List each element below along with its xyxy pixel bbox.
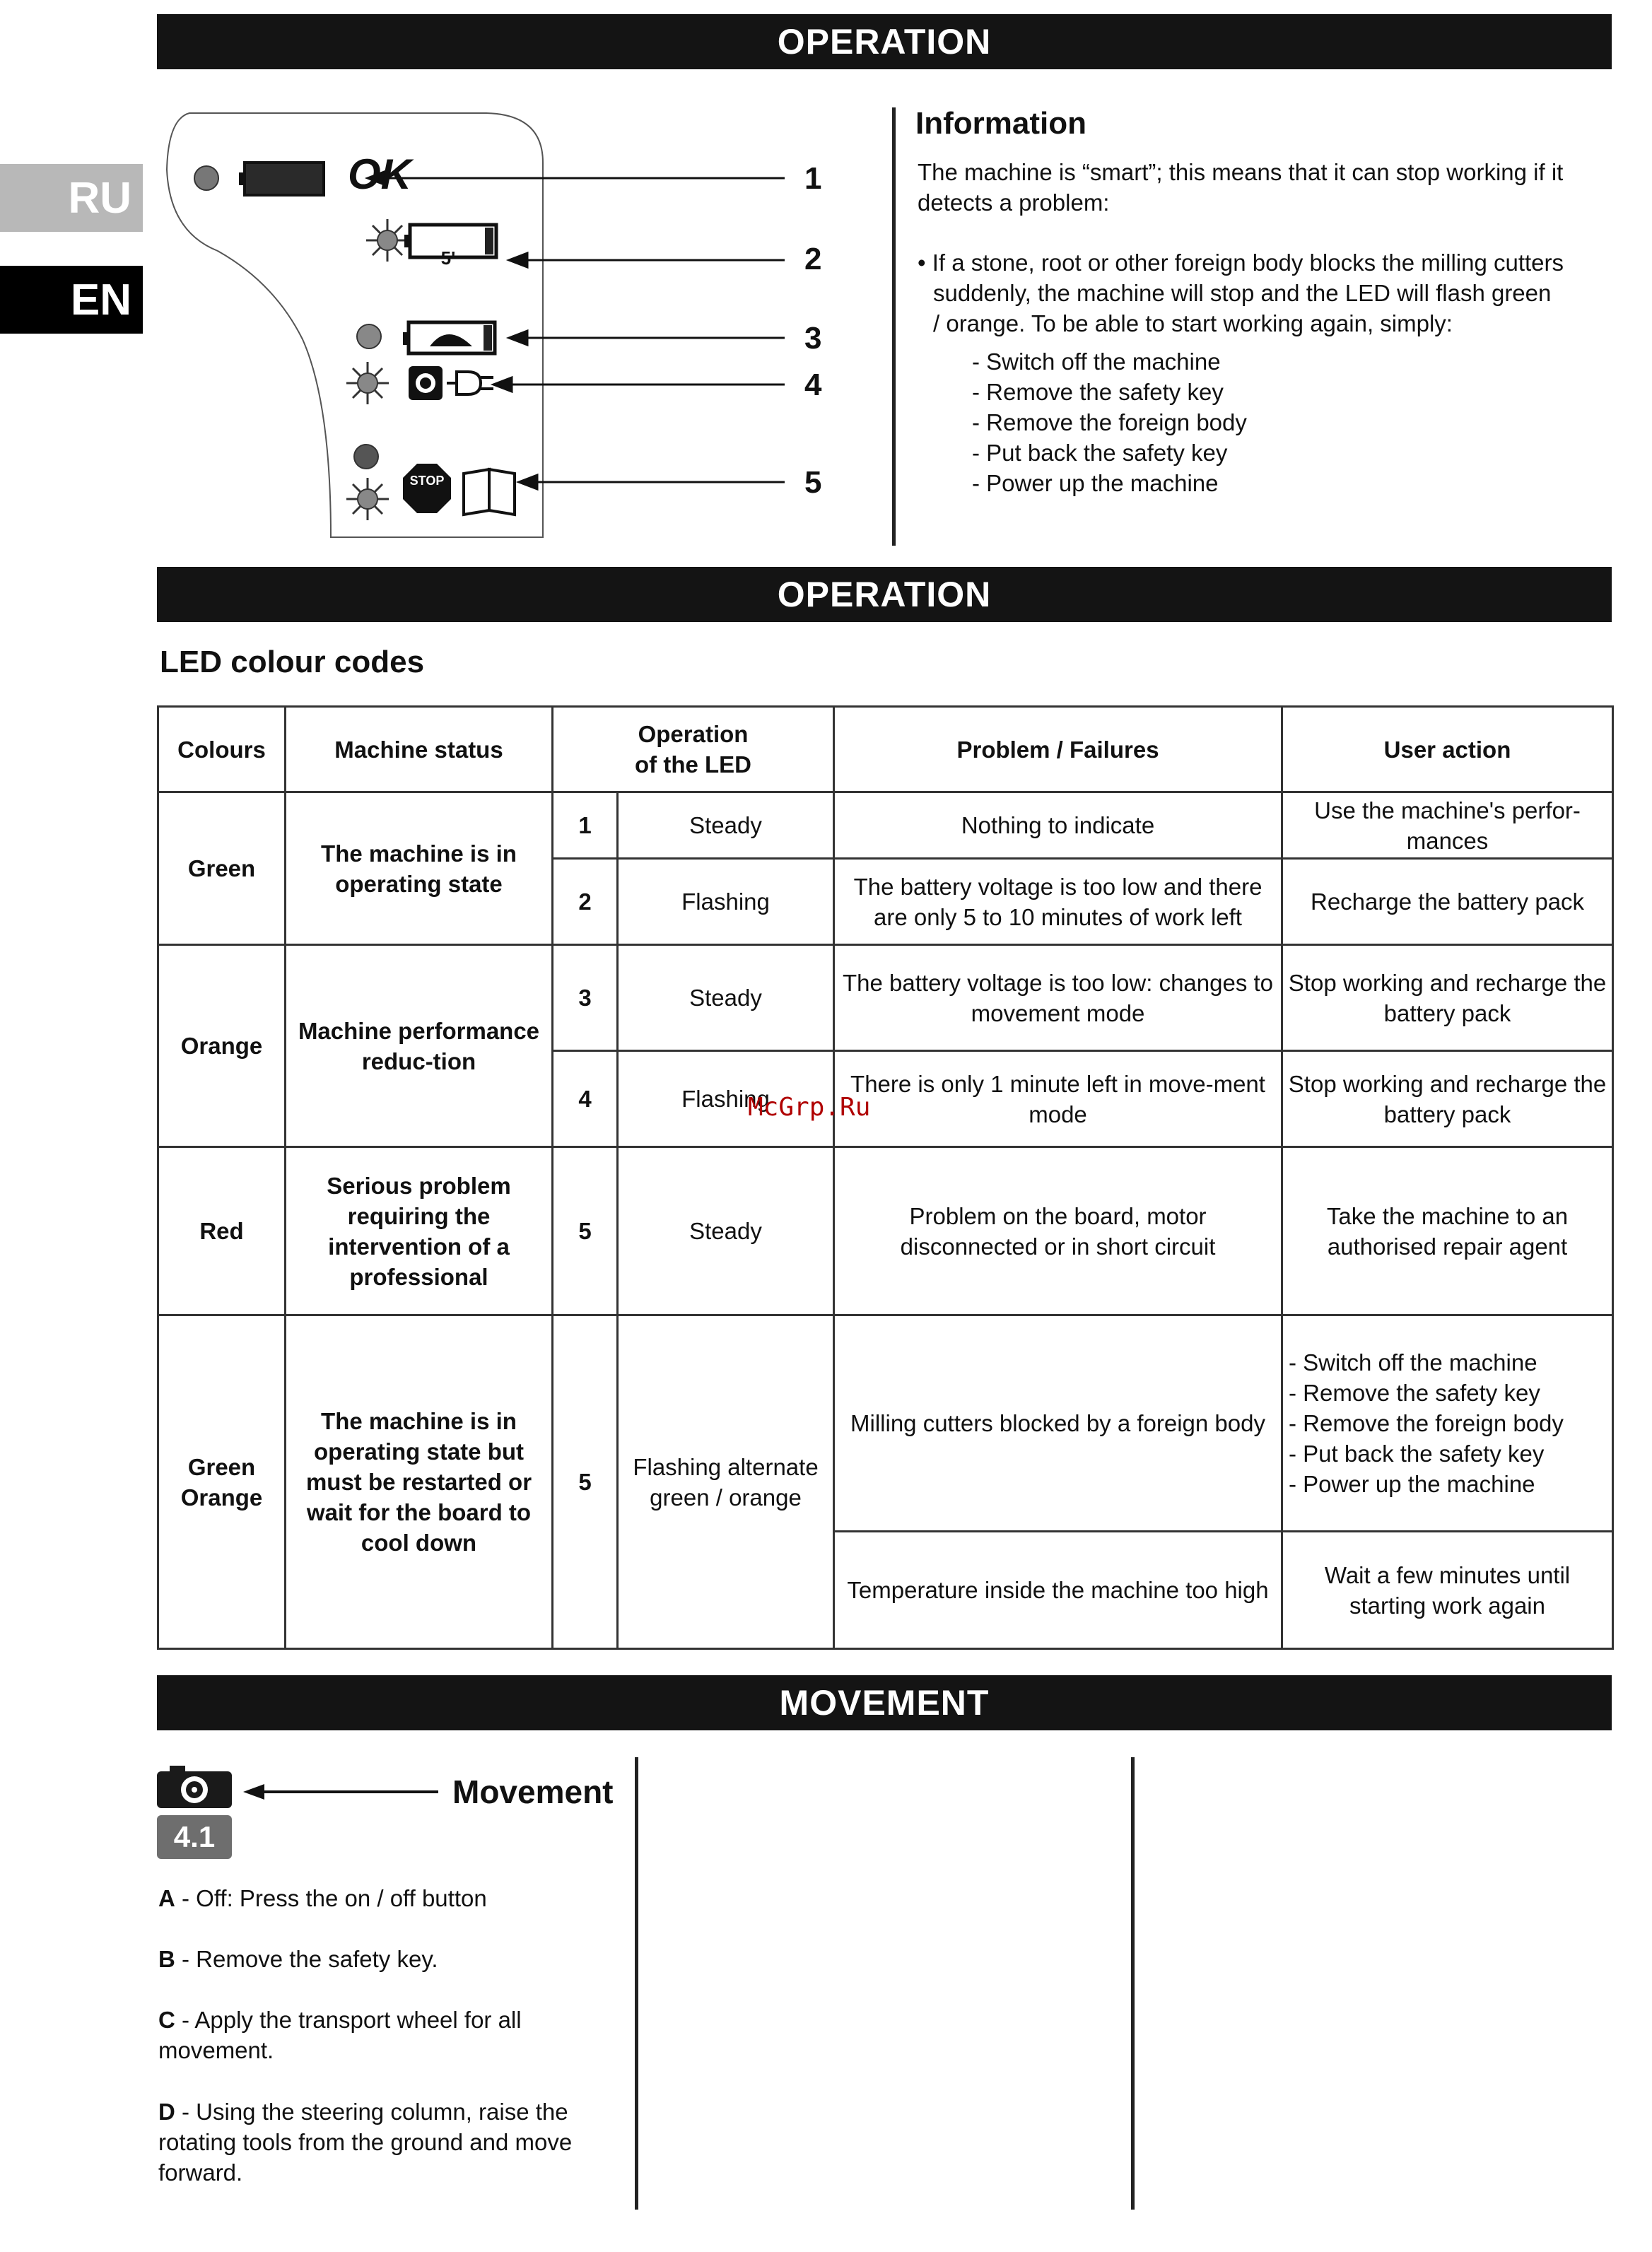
header-problem: Problem / Failures [834,707,1282,792]
cell-operation: Steady [618,792,834,859]
cell-status: Machine performance reduc-tion [286,945,553,1147]
cell-colour: Orange [158,945,286,1147]
watermark: McGrp.Ru [748,1093,871,1122]
cell-action-steps [1282,1315,1613,1532]
table-row [158,945,1613,1051]
cell-problem: The battery voltage is too low and there are only 5 to 10 minutes of work left [834,859,1282,945]
table-row [158,1147,1613,1315]
stop-label: STOP [409,474,445,488]
movement-step-b: B - Remove the safety key. [158,1946,438,1972]
section-header-operation: OPERATION [157,567,1612,622]
led-indicator-1 [194,166,218,190]
list-item: - Put back the safety key [1289,1441,1545,1467]
movement-step-d: D - Using the steering column, raise the rotating tools from the ground and move forward. [158,2099,573,2186]
cell-action: Recharge the battery pack [1282,859,1613,945]
header-machine-status: Machine status [286,707,553,792]
cell-action: Wait a few minutes until starting work again [1282,1532,1613,1649]
list-item: - Switch off the machine [1289,1349,1537,1376]
figure-label-badge: 4.1 [157,1815,232,1859]
header-operation-led: Operation of the LED [553,707,834,792]
cell-problem: There is only 1 minute left in move-ment mode [834,1051,1282,1147]
column-divider [1131,1757,1135,2210]
cell-operation: Flashing [618,859,834,945]
list-item: - Remove the safety key [972,379,1224,405]
cell-action: Stop working and recharge the battery pack [1282,1051,1613,1147]
timer-label: 5' [440,247,456,269]
movement-step-c: C - Apply the transport wheel for all movement. [158,2007,522,2063]
cell-problem: Problem on the board, motor disconnected or in short circuit [834,1147,1282,1315]
cell-number: 5 [553,1147,618,1315]
list-item: - Switch off the machine [972,348,1221,375]
list-item: - Remove the safety key [1289,1380,1540,1406]
callout-number-4: 4 [804,368,822,402]
cell-colour: Green [158,792,286,945]
cell-status: The machine is in operating state [286,792,553,945]
battery-full-icon [245,163,324,195]
cell-action: Take the machine to an authorised repair agent [1282,1147,1613,1315]
table-row [158,1315,1613,1532]
cell-number: 3 [553,945,618,1051]
ok-label: OK [348,151,411,198]
cell-colour: Red [158,1147,286,1315]
callout-number-1: 1 [804,161,822,196]
cell-operation: Flashing [618,1051,834,1147]
stop-sign-icon [403,464,451,513]
callout-number-5: 5 [804,465,822,500]
section-header-movement: MOVEMENT [157,1675,1612,1730]
cell-number: 2 [553,859,618,945]
list-item: - Power up the machine [1289,1471,1535,1497]
section-header-operation: OPERATION [157,14,1612,69]
led-indicator-3 [357,324,381,348]
list-item: - Put back the safety key [972,440,1228,466]
arrow-icon [243,1781,438,1802]
cell-action: Use the machine's perfor-mances [1282,792,1613,859]
column-divider [892,107,896,546]
cell-operation: Steady [618,945,834,1051]
information-steps [972,346,1247,498]
table-row [158,792,1613,859]
cell-problem: Nothing to indicate [834,792,1282,859]
movement-title: Movement [452,1773,614,1810]
lang-tab-en[interactable]: EN [0,266,143,334]
cell-operation: Flashing alternate green / orange [618,1315,834,1649]
cell-operation: Steady [618,1147,834,1315]
information-bullet-line-1: • If a stone, root or other foreign body blocks the milling cutters [918,250,1564,276]
callout-number-2: 2 [804,242,822,276]
list-item: - Power up the machine [972,470,1219,496]
information-intro: The machine is “smart”; this means that it can stop working if it detects a problem: [918,159,1564,216]
table-header-row [158,707,1613,792]
movement-step-a: A - Off: Press the on / off button [158,1885,487,1911]
column-divider [635,1757,638,2210]
cell-problem: Milling cutters blocked by a foreign body [834,1315,1282,1532]
list-item: - Remove the foreign body [1289,1410,1564,1436]
cell-colour: Green Orange [158,1315,286,1649]
led-colour-codes-title: LED colour codes [160,645,425,679]
cell-status: The machine is in operating state but must be restarted or wait for the board to cool down [286,1315,553,1649]
header-colours: Colours [158,707,286,792]
list-item: - Remove the foreign body [972,409,1247,435]
led-indicator-5 [354,445,378,469]
cell-status: Serious problem requiring the intervention of a professional [286,1147,553,1315]
cell-number: 4 [553,1051,618,1147]
callout-number-3: 3 [804,321,822,356]
lang-tab-ru[interactable]: RU [0,164,143,232]
camera-icon [157,1764,232,1808]
led-colour-table [157,705,1614,1650]
cell-number: 5 [553,1315,618,1649]
cell-problem: Temperature inside the machine too high [834,1532,1282,1649]
information-bullet-line-2: suddenly, the machine will stop and the LED will flash green [933,280,1552,306]
cell-action: Stop working and recharge the battery pack [1282,945,1613,1051]
information-bullet-line-3: / orange. To be able to start working again, simply: [933,310,1453,336]
manual-book-icon [464,469,515,515]
information-title: Information [915,106,1086,141]
led-panel-diagram [161,106,910,544]
cell-problem: The battery voltage is too low: changes to movement mode [834,945,1282,1051]
header-user-action: User action [1282,707,1613,792]
cell-number: 1 [553,792,618,859]
